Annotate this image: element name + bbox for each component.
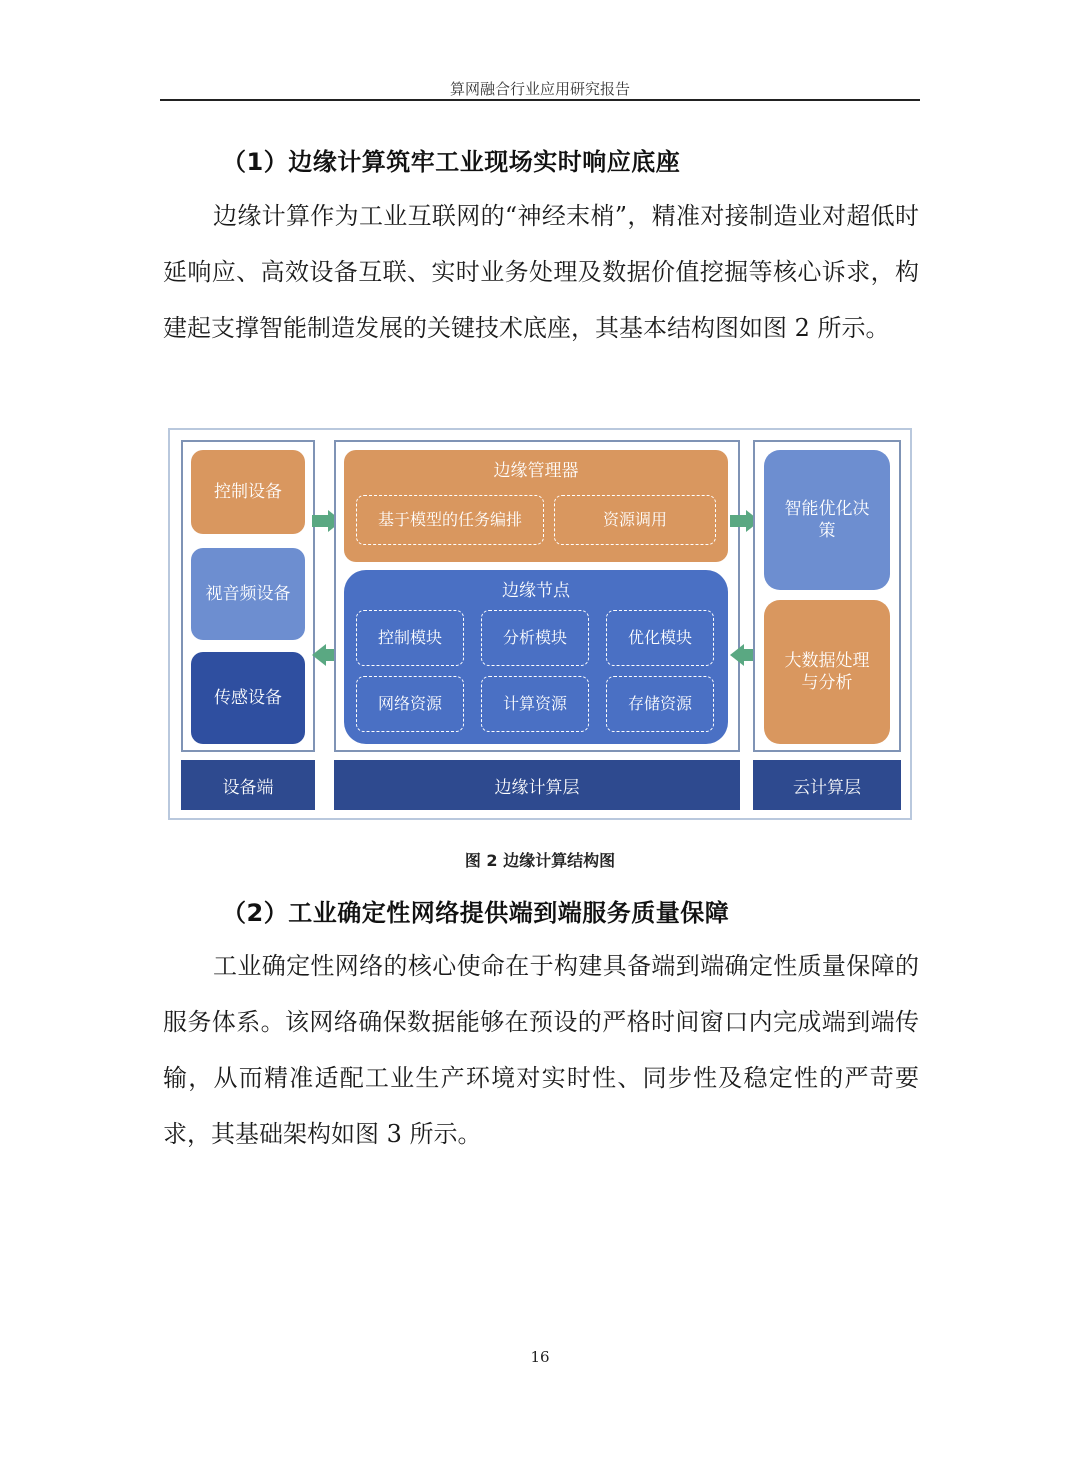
edge-manager-box [344,450,728,562]
av-device-box: 视音频设备 [191,548,305,640]
header-rule [160,99,920,101]
control-device-box: 控制设备 [191,450,305,534]
section-heading-1: （1）边缘计算筑牢工业现场实时响应底座 [222,148,681,176]
cloud-layer-label: 云计算层 [753,760,901,810]
optimization-module-box: 优化模块 [606,610,714,666]
page-number: 16 [530,1348,550,1366]
device-column [181,440,315,752]
edge-column [334,440,740,752]
cloud-column [753,440,901,752]
device-layer-label: 设备端 [181,760,315,810]
figure-caption: 图 2 边缘计算结构图 [464,851,616,870]
big-data-box: 大数据处理与分析 [764,600,890,744]
edge-manager-title: 边缘管理器 [493,461,579,481]
control-module-box: 控制模块 [356,610,464,666]
network-resource-box: 网络资源 [356,676,464,732]
sensor-device-box: 传感设备 [191,652,305,744]
section-heading-2: （2）工业确定性网络提供端到端服务质量保障 [222,899,730,927]
task-orchestration-box: 基于模型的任务编排 [356,495,544,545]
edge-layer-label: 边缘计算层 [334,760,740,810]
paragraph-2: 工业确定性网络的核心使命在于构建具备端到端确定性质量保障的服务体系。该网络确保数据能够在预设的严格时间窗口内完成端到端传输，从而精准适配工业生产环境对实时性、同步性及稳定性的严苛要求，其基础架构如图 3 所示。 [163,952,919,1148]
paragraph-1: 边缘计算作为工业互联网的“神经末梢”，精准对接制造业对超低时延响应、高效设备互联、实时业务处理及数据价值挖掘等核心诉求，构建起支撑智能制造发展的关键技术底座，其基本结构图如图 2 所示。 [163,202,919,342]
edge-node-title: 边缘节点 [502,581,570,601]
analysis-module-box: 分析模块 [481,610,589,666]
resource-call-box: 资源调用 [554,495,716,545]
edge-computing-diagram [168,428,912,820]
smart-decision-box: 智能优化决策 [764,450,890,590]
edge-node-box [344,570,728,744]
storage-resource-box: 存储资源 [606,676,714,732]
running-header: 算网融合行业应用研究报告 [449,80,630,98]
compute-resource-box: 计算资源 [481,676,589,732]
